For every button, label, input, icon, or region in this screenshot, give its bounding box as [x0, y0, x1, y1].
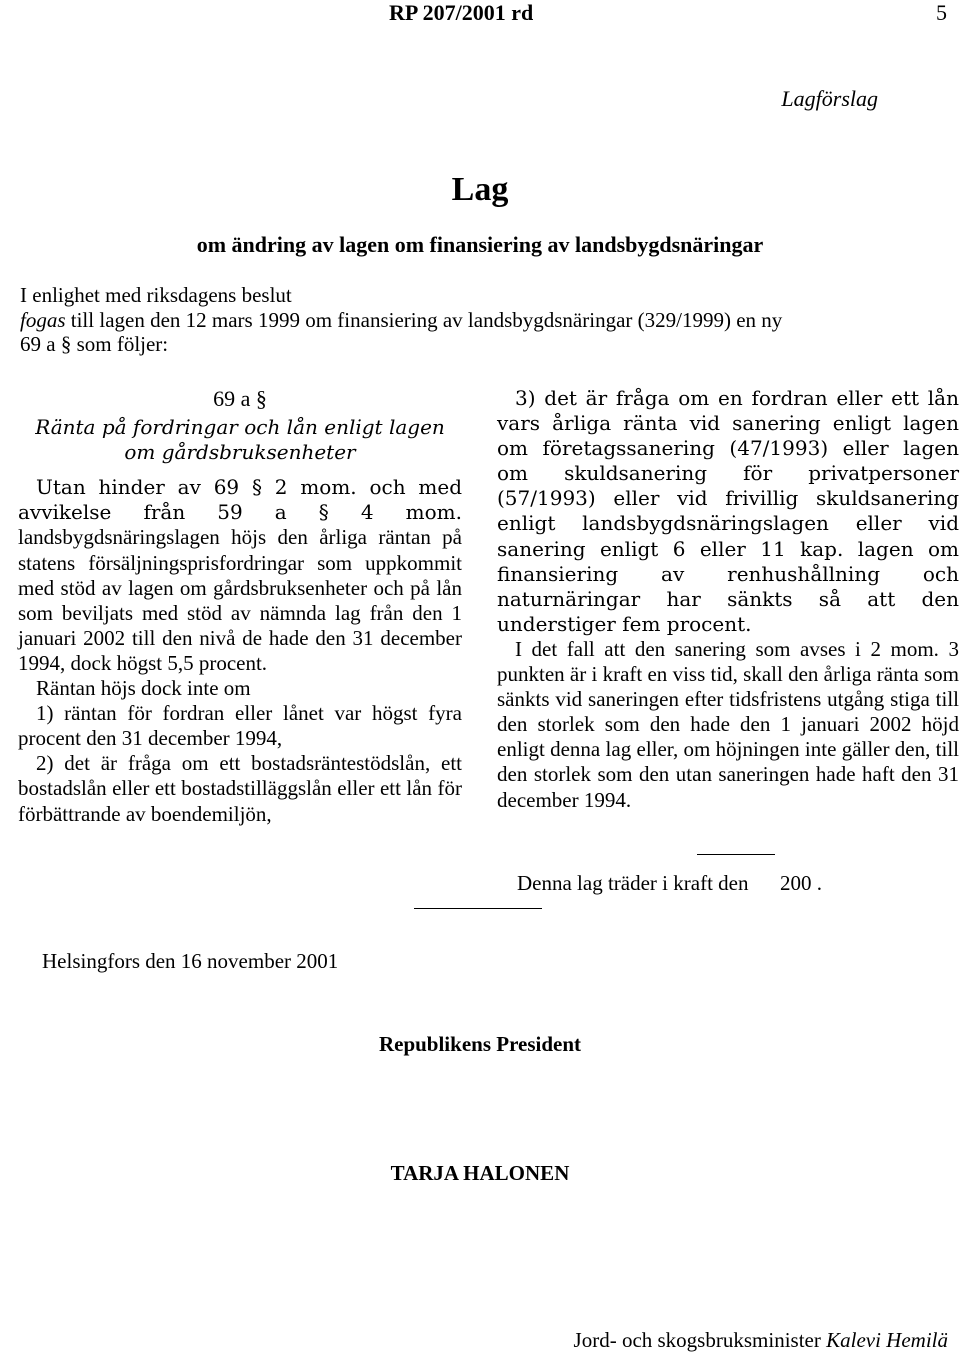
minister-title: Jord- och skogsbruksminister — [573, 1328, 821, 1352]
document-number: RP 207/2001 rd — [389, 0, 534, 25]
place-and-date: Helsingfors den 16 november 2001 — [42, 949, 339, 973]
law-title: Lag — [451, 171, 509, 208]
section-title: Ränta på fordringar och lån enligt lagen om gårdsbruksenheter — [35, 415, 445, 465]
intro-text — [20, 283, 950, 357]
intro-line-3: 69 a § som följer: — [20, 332, 169, 357]
intro-line-2-rest: till lagen den 12 mars 1999 om finansiering av landsbygdsnäringar (329/1999) en ny — [65, 307, 783, 332]
intro-fogas: fogas — [20, 307, 66, 332]
right-column — [497, 386, 959, 813]
law-subtitle: om ändring av lagen om finansiering av landsbygdsnäringar — [196, 232, 764, 257]
section-number: 69 a § — [213, 386, 267, 411]
minister-signature — [574, 1327, 948, 1353]
intro-line-1: I enlighet med riksdagens beslut — [20, 283, 292, 307]
page-number: 5 — [936, 0, 947, 25]
list-item-3: 3) det är fråga om en fordran eller ett lån vars årliga ränta vid sanering enligt lagen om företagssanering (47/1993) eller lagen om skuldsanering för privatpersoner (57/1993) eller vid frivillig skuldsanering enligt landsbygdsnäringslagen eller vid sanering enligt 6 eller 11 kap. lagen om finansiering av renhushållning och naturnäringar har sänkts så att den understiger fem procent. — [497, 386, 959, 636]
section-paragraph-1 — [18, 475, 462, 676]
paragraph-1-part-b: landsbygdsnäringslagen höjs den årliga räntan på statens försäljningsprisfordringar som uppkommit med stöd av lagen om gårdsbruksenheter och på lån som beviljats med stöd av nämnda lag från den 1 januari 2002 till den nivå de hade den 31 december 1994, dock högst 5,5 procent. — [18, 525, 462, 675]
intro-line-2 — [20, 308, 950, 333]
left-column — [18, 386, 462, 827]
signatory-name: TARJA HALONEN — [390, 1161, 570, 1185]
signatory-role: Republikens President — [378, 1032, 582, 1056]
enactment-clause: Denna lag träder i kraft den 200 . — [517, 871, 822, 895]
document-type: Lagförslag — [781, 86, 878, 111]
paragraph-1-part-a: Utan hinder av 69 § 2 mom. och med avvikelse från 59 a § 4 mom. — [18, 475, 462, 525]
section-paragraph-2: Räntan höjs dock inte om — [36, 676, 251, 701]
minister-name: Kalevi Hemilä — [826, 1328, 948, 1352]
list-item-1: 1) räntan för fordran eller lånet var högst fyra procent den 31 december 1994, — [18, 701, 462, 751]
separator-rule-short — [697, 854, 775, 855]
list-item-2: 2) det är fråga om ett bostadsräntestödslån, ett bostadslån eller ett bostadstilläggslån eller ett lån för förbättrande av boendemiljön, — [18, 751, 462, 826]
separator-rule-long — [414, 908, 542, 909]
section-paragraph-3: I det fall att den sanering som avses i 2 mom. 3 punkten är i kraft en viss tid, skall den årliga ränta som sänkts vid saneringen efter tidsfristens utgång stiga till den storlek som den hade den 1 januari 2002 höjd enligt denna lag eller, om höjningen inte gäller den, till den storlek som den utan saneringen hade haft den 31 december 1994. — [497, 636, 959, 812]
